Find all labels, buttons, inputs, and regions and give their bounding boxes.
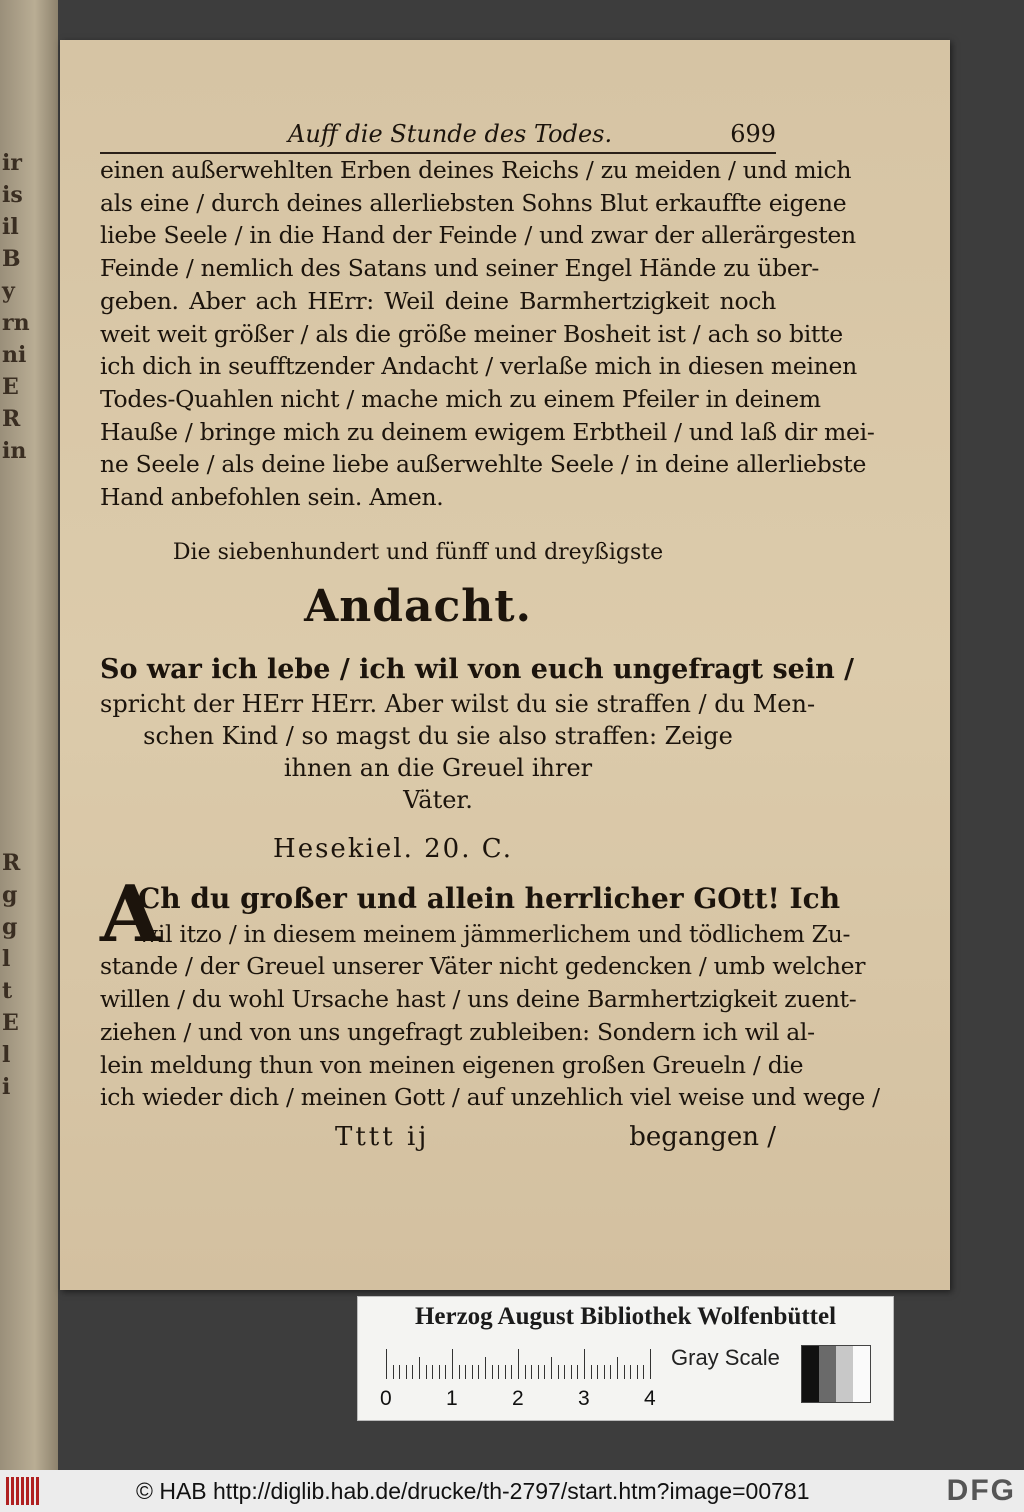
- signature-mark: Tttt ij: [335, 1121, 430, 1152]
- catchword: begangen /: [629, 1121, 776, 1152]
- section-heading: Die siebenhundert und fünff und dreyßigste: [172, 539, 664, 565]
- ruler-tick: [492, 1365, 493, 1379]
- color-scale-card: [357, 1296, 894, 1421]
- text-line: als eine / durch deines allerliebsten Sohns Blut erkauffte eigene: [100, 188, 847, 217]
- edge-fragment: rn: [2, 310, 30, 336]
- dfg-logo: DFG: [946, 1474, 1016, 1507]
- prayer-paragraph: [100, 868, 880, 1114]
- gray-swatch: [819, 1346, 836, 1402]
- ruler-tick: [485, 1357, 486, 1379]
- ruler-tick: [577, 1365, 578, 1379]
- running-title: Auff die Stunde des Todes.: [288, 120, 613, 148]
- ruler-tick: [630, 1365, 631, 1379]
- ruler-tick: [624, 1365, 625, 1379]
- prayer-first-line: Ch du großer und allein herrlicher GOtt! Ich: [138, 881, 841, 915]
- verse-line: ihnen an die Greuel ihrer: [283, 753, 593, 782]
- gray-swatches: [801, 1345, 871, 1403]
- ruler-tick: [393, 1365, 394, 1379]
- ruler-tick: [525, 1365, 526, 1379]
- ruler-label: 4: [644, 1387, 656, 1410]
- ruler-tick: [544, 1365, 545, 1379]
- ruler-tick: [564, 1365, 565, 1379]
- gray-swatch: [802, 1346, 819, 1402]
- gray-scale-label: Gray Scale: [671, 1345, 780, 1370]
- edge-fragment: l: [2, 946, 11, 972]
- text-line: lein meldung thun von meinen eigenen großen Greueln / die: [100, 1050, 804, 1079]
- library-name: Herzog August Bibliothek Wolfenbüttel: [414, 1303, 837, 1330]
- text-line: willen / du wohl Ursache hast / uns deine Barmhertzigkeit zuent-: [100, 985, 857, 1014]
- edge-fragment: ni: [2, 342, 27, 368]
- ruler-tick: [558, 1365, 559, 1379]
- edge-fragment: ir: [2, 150, 22, 176]
- edge-fragment: E: [2, 1010, 19, 1036]
- footer-copyright-link[interactable]: © HAB http://diglib.hab.de/drucke/th-2797/start.htm?image=00781: [136, 1478, 810, 1504]
- verse-line: spricht der HErr HErr. Aber wilst du sie straffen / du Men-: [100, 689, 816, 718]
- footer-bar: [0, 1470, 1024, 1512]
- ruler-tick: [445, 1365, 446, 1379]
- text-line: Hand anbefohlen sein. Amen.: [100, 483, 444, 512]
- ruler-tick: [584, 1349, 585, 1379]
- text-line: wil itzo / in diesem meinem jämmerlichem und tödlichem Zu-: [138, 919, 851, 948]
- hab-logo-icon: [6, 1477, 42, 1505]
- ruler-tick: [478, 1365, 479, 1379]
- ruler-tick: [643, 1365, 644, 1379]
- text-line: geben. Aber ach HErr: Weil deine Barmhertzigkeit noch: [100, 286, 776, 315]
- ruler-label: 3: [578, 1387, 590, 1410]
- verse-line: Väter.: [403, 785, 473, 814]
- gray-swatch: [853, 1346, 870, 1402]
- ruler-label: 2: [512, 1387, 524, 1410]
- edge-fragment: i: [2, 1074, 11, 1100]
- ruler-tick: [604, 1365, 605, 1379]
- ruler-tick: [459, 1365, 460, 1379]
- ruler-label: 0: [380, 1387, 392, 1410]
- gray-swatch: [836, 1346, 853, 1402]
- edge-fragment: t: [2, 978, 13, 1004]
- ruler-tick: [505, 1365, 506, 1379]
- ruler-tick: [610, 1365, 611, 1379]
- ruler-tick: [571, 1365, 572, 1379]
- catchword-row: [100, 1118, 776, 1158]
- text-line: einen außerwehlten Erben deines Reichs / zu meiden / und mich: [100, 156, 852, 184]
- text-line: weit weit größer / als die größe meiner Bosheit ist / ach so bitte: [100, 319, 843, 348]
- edge-fragment: R: [2, 850, 21, 876]
- ruler-tick: [452, 1349, 453, 1379]
- paragraph-1: [100, 154, 875, 514]
- text-line: liebe Seele / in die Hand der Feinde / und zwar der allerärgesten: [100, 221, 856, 250]
- ruler-tick: [637, 1365, 638, 1379]
- edge-fragment: in: [2, 438, 27, 464]
- ruler-tick: [399, 1365, 400, 1379]
- ruler-tick: [465, 1365, 466, 1379]
- edge-fragment: il: [2, 214, 19, 240]
- edge-fragment: is: [2, 182, 23, 208]
- ruler-tick: [426, 1365, 427, 1379]
- page-text: [100, 118, 880, 1158]
- ruler-tick: [472, 1365, 473, 1379]
- text-line: Feinde / nemlich des Satans und seiner Engel Hände zu über-: [100, 254, 820, 283]
- verse-block: [100, 688, 816, 816]
- text-line: ziehen / und von uns ungefragt zubleiben: Sondern ich wil al-: [100, 1017, 815, 1046]
- ruler-tick: [511, 1365, 512, 1379]
- ruler-label: 1: [446, 1387, 458, 1410]
- devotion-heading: Andacht.: [304, 580, 532, 632]
- book-page: [60, 40, 950, 1290]
- edge-fragment: y: [2, 278, 15, 304]
- text-line: Todes-Quahlen nicht / mache mich zu einem Pfeiler in deinem: [100, 384, 821, 413]
- ruler-tick: [498, 1365, 499, 1379]
- ruler-tick: [419, 1357, 420, 1379]
- text-line: ich wieder dich / meinen Gott / auf unzehlich viel weise und wege /: [100, 1083, 880, 1112]
- text-line: ich dich in seufftzender Andacht / verlaße mich in diesen meinen: [100, 352, 857, 381]
- ruler-tick: [531, 1365, 532, 1379]
- verse-line: schen Kind / so magst du sie also straffen: Zeige: [143, 721, 733, 750]
- text-line: stande / der Greuel unserer Väter nicht gedencken / umb welcher: [100, 952, 866, 981]
- ruler: [386, 1349, 658, 1379]
- ruler-tick: [650, 1349, 651, 1379]
- edge-fragment: B: [2, 246, 21, 272]
- ruler-tick: [439, 1365, 440, 1379]
- page-header: [100, 118, 776, 154]
- ruler-tick: [412, 1365, 413, 1379]
- ruler-tick: [591, 1365, 592, 1379]
- ruler-tick: [538, 1365, 539, 1379]
- ruler-tick: [406, 1365, 407, 1379]
- previous-page-edge: [0, 0, 58, 1470]
- edge-fragment: R: [2, 406, 21, 432]
- ruler-tick: [597, 1365, 598, 1379]
- page-number: 699: [730, 120, 776, 148]
- text-line: Hauße / bringe mich zu deinem ewigem Erbtheil / und laß dir mei-: [100, 417, 875, 446]
- ruler-tick: [617, 1357, 618, 1379]
- text-line: ne Seele / als deine liebe außerwehlte Seele / in deine allerliebste: [100, 450, 867, 479]
- verse-first-line: So war ich lebe / ich wil von euch ungefragt sein /: [100, 653, 854, 685]
- edge-fragment: E: [2, 374, 19, 400]
- ruler-tick: [518, 1349, 519, 1379]
- edge-fragment: g: [2, 882, 18, 908]
- edge-fragment: g: [2, 914, 18, 940]
- drop-cap: A: [100, 868, 161, 960]
- ruler-tick: [386, 1349, 387, 1379]
- edge-fragment: l: [2, 1042, 11, 1068]
- scripture-reference: Hesekiel. 20. C.: [273, 833, 513, 864]
- ruler-tick: [551, 1357, 552, 1379]
- ruler-tick: [432, 1365, 433, 1379]
- prayer-lines: [100, 918, 880, 1114]
